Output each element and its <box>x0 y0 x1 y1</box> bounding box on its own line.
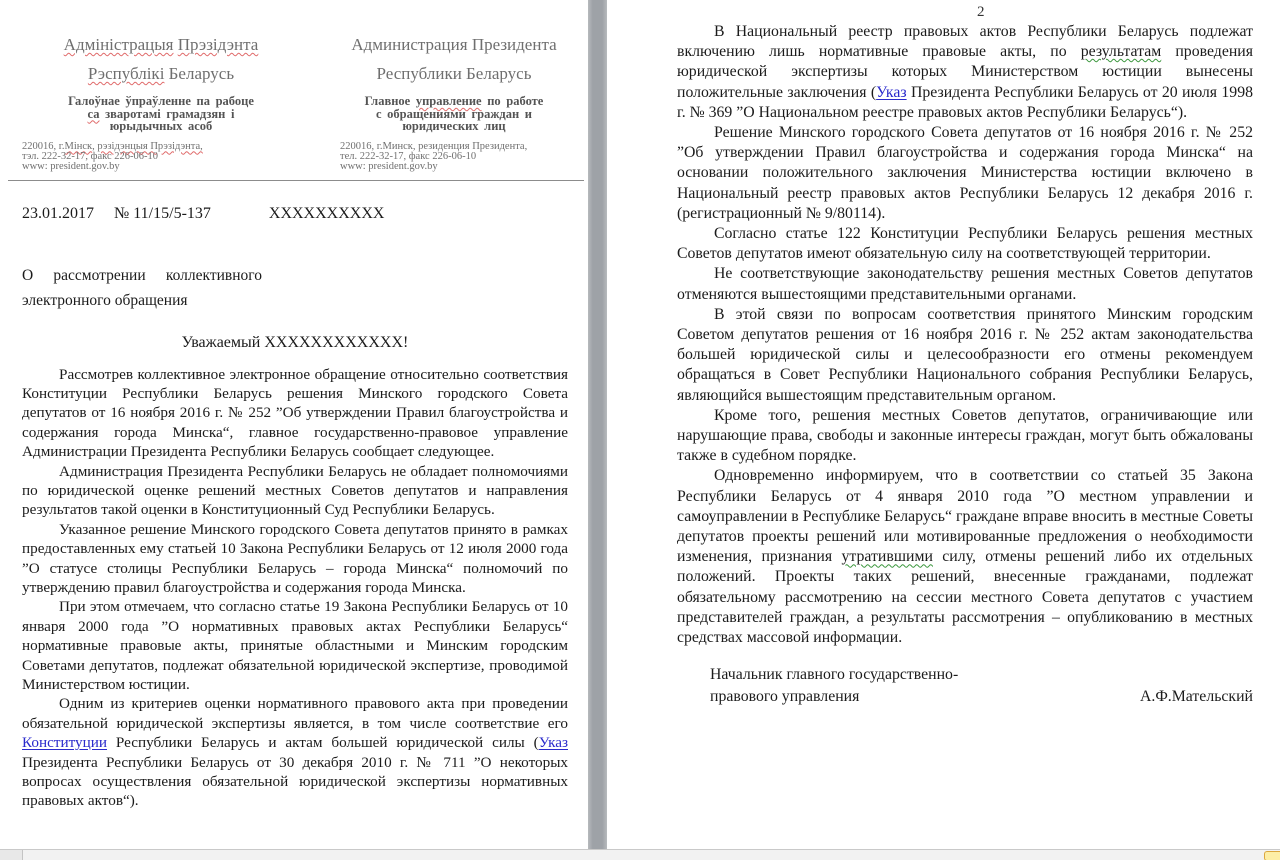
grammar-check-word: утратившими <box>841 548 933 566</box>
spellcheck-word: Рэспублікі <box>87 64 165 83</box>
body-paragraph <box>677 305 1253 406</box>
hyperlink[interactable]: Конституции <box>22 734 108 752</box>
signer-position-line: Начальник главного государственно- <box>710 666 959 684</box>
text-line: электронного обращения <box>22 291 188 309</box>
signer-position-line: правового управления <box>710 688 860 706</box>
grammar-check-word: результатам <box>1080 43 1162 61</box>
dept-title-belarusian <box>22 95 300 133</box>
text-line <box>340 120 568 133</box>
body-paragraph <box>677 224 1253 264</box>
text-run: проведения юридической экспертизы которых Министерством юстиции вынесены положительные заключения ( <box>677 43 1253 101</box>
text-run: Одновременно информируем, что в соответствии со статьей 35 Закона Республики Беларусь от 4 января 2010 года ”О местном управлении и самоуправлении в Республике Беларусь“ граждане вправе вносить в местные Советы депутатов проекты решений или мотивированные предложения о необходимости изменения, признания <box>677 467 1253 566</box>
salutation: Уважаемый XXXXXXXXXXXX! <box>181 333 409 351</box>
letterhead-belarusian <box>22 30 300 172</box>
scrollbar-end-button[interactable] <box>1264 851 1280 860</box>
text-run: Беларусь <box>164 64 235 83</box>
hyperlink[interactable]: Указ <box>876 83 907 101</box>
org-title-belarusian <box>22 30 300 88</box>
page-1 <box>0 0 588 849</box>
text-run: Кроме того, решения местных Советов депутатов, ограничивающие или нарушающие права, свободы и законные интересы граждан, могут быть обжалованы также в судебном порядке. <box>677 406 1253 465</box>
address-russian <box>340 142 568 172</box>
text-run: по работе <box>481 94 544 108</box>
text-line <box>22 120 300 133</box>
text-run: Президента Республики Беларусь от 20 июля 1998 г. № 369 ”О Национальном реестре правовых актов Республики Беларусь“). <box>677 83 1254 121</box>
letterhead-divider-line <box>8 180 584 181</box>
text-run: В Национальный реестр правовых актов Республики Беларусь подлежат включению лишь нормативные правовые акты, по <box>677 23 1253 61</box>
signature-row <box>710 686 1253 708</box>
body-paragraph <box>22 462 568 520</box>
body-paragraph <box>22 694 568 810</box>
text-run: силу, отмены решений либо их отдельных положений. Проекты таких решений, внесенные гражданами, подлежат обязательному рассмотрению на сессии местного Совета депутатов с участием представителей граждан, а результаты рассмотрения – опубликованию в местных средствах массовой информации. <box>677 548 1253 647</box>
letter-subject <box>22 263 262 313</box>
body-paragraph <box>22 597 568 694</box>
org-title-russian <box>340 30 568 88</box>
text-run: зваротамі грамадзян і <box>99 106 235 121</box>
body-paragraph <box>22 520 568 598</box>
text-run: 220016, г.Минск, резиденция Президента, <box>340 140 528 152</box>
body-paragraph <box>677 123 1253 224</box>
page-gap <box>588 0 607 849</box>
text-run: В этой связи по вопросам соответствия принятого Минским городским Советом депутатов решения от 16 ноября 2016 г. № 252 актам законодательства большей юридической силы и целесообразности его отмены рекомендуем обращаться в Совет Республики Национального собрания Республики Беларусь, являющийся вышестоящим представительным органом. <box>677 305 1253 404</box>
spellcheck-word: управление <box>415 94 482 108</box>
signature-block <box>677 664 1253 708</box>
body-paragraph <box>677 22 1253 123</box>
reference-line <box>22 205 568 223</box>
text-run: юрыдычных асоб <box>109 119 213 133</box>
spellcheck-word: са <box>87 106 100 121</box>
text-line <box>22 30 300 59</box>
text-run: Галоўнае ўпраўленне па рабоце <box>68 94 254 108</box>
text-run: Указанное решение Минского городского Совета депутатов принято в рамках предоставленных ему статьей 10 Закона Республики Беларусь от 12 июля 2000 года ”О статусе столицы Республики Беларусь – города Минска“ полномочий по утверждению правил благоустройства и содержания города Минска. <box>22 520 568 596</box>
text-run: Администрация Президента Республики Беларусь не обладает полномочиями по юридической оценке решений местных Советов депутатов и направления результатов такой оценки в Конституционный Суд Республики Беларусь. <box>22 462 568 519</box>
text-run: Рассмотрев коллективное электронное обращение относительно соответствия Конституции Республики Беларусь решения Минского городского Совета депутатов от 16 ноября 2016 г. № 252 ”Об утверждении Правил благоустройства и содержания города Минска“, главное государственно-правовое управление Администрации Президента Республики Беларусь сообщает следующее. <box>22 365 568 461</box>
spellcheck-word: Мінск <box>64 140 93 152</box>
text-run: Согласно статье 122 Конституции Республики Беларусь решения местных Советов депутатов имеют обязательную силу на соответствующей территории. <box>677 225 1253 263</box>
text-run: , <box>92 140 98 152</box>
text-line <box>340 30 568 59</box>
body-paragraph <box>677 406 1253 467</box>
body-paragraph <box>677 264 1253 304</box>
horizontal-scrollbar[interactable] <box>0 849 1280 860</box>
text-run: Решение Минского городского Совета депутатов от 16 ноября 2016 г. № 252 ”Об утверждении Правил благоустройства и содержания города Минска“ на основании положительного заключения Министерства юстиции включено в Национальный реестр правовых актов Республики Беларусь 12 декабря 2016 г. (регистрационный № 9/80114). <box>677 124 1253 222</box>
text-run: Одним из критериев оценки нормативного правового акта при проведении обязательной юридической экспертизы является, в том числе соответствие его <box>22 695 568 732</box>
hyperlink[interactable]: Указ <box>538 734 568 752</box>
body-paragraph <box>677 466 1253 648</box>
addressee-redacted: XXXXXXXXXX <box>268 204 385 222</box>
text-run: тэл. 222-32-17, факс 226-06-10 <box>22 150 158 162</box>
text-run: www: president.gov.by <box>340 160 438 172</box>
text-line: О рассмотрении коллективного <box>22 266 262 284</box>
page-number: 2 <box>977 4 985 20</box>
body-paragraph <box>22 365 568 462</box>
dept-title-russian <box>340 95 568 133</box>
text-run: с обращениями граждан и <box>375 106 533 121</box>
text-line <box>22 59 300 88</box>
letterhead <box>22 0 568 172</box>
scrollbar-corner[interactable] <box>0 850 23 860</box>
text-run: Администрация Президента <box>351 35 557 54</box>
text-run: тел. 222-32-17, факс 226-06-10 <box>340 150 477 162</box>
text-run: 220016, г. <box>22 140 65 152</box>
text-run: При этом отмечаем, что согласно статье 19 Закона Республики Беларусь от 10 января 2000 года ”О нормативных правовых актах Республики Беларусь“ нормативные правовые акты, принятые областными и Минским городским Советами депутатов, подлежат обязательной юридической экспертизе, проводимой Министерством юстиции. <box>22 598 568 693</box>
letter-date: 23.01.2017 <box>22 204 94 222</box>
spellcheck-word: Адміністрацыя <box>63 35 174 54</box>
text-run: Республики Беларусь <box>376 64 532 83</box>
page-2 <box>607 0 1280 849</box>
spellcheck-word: Прэзідэнта <box>177 35 259 54</box>
text-line <box>22 162 300 172</box>
letter-number: № 11/15/5-137 <box>114 204 211 222</box>
text-run: Президента Республики Беларусь от 30 декабря 2010 г. № 711 ”О некоторых вопросах осуществления обязательной юридической экспертизы нормативных правовых актов“). <box>22 753 568 810</box>
text-run: Республики Беларусь и актам большей юридической силы ( <box>107 734 539 752</box>
text-run: юридических лиц <box>402 119 506 133</box>
text-line <box>340 162 568 172</box>
address-belarusian <box>22 142 300 172</box>
text-run: www: president.gov.by <box>22 160 120 172</box>
page-1-body <box>22 365 568 811</box>
page-2-body <box>677 22 1253 648</box>
signer-name: А.Ф.Мательский <box>1139 688 1253 706</box>
spellcheck-word: рэзідэнцыя Прэзідэнта, <box>97 140 203 152</box>
text-line <box>340 59 568 88</box>
letterhead-russian <box>340 30 568 172</box>
text-run: Главное <box>364 94 416 108</box>
text-run: Не соответствующие законодательству решения местных Советов депутатов отменяются вышестоящими представительными органами. <box>677 265 1253 303</box>
